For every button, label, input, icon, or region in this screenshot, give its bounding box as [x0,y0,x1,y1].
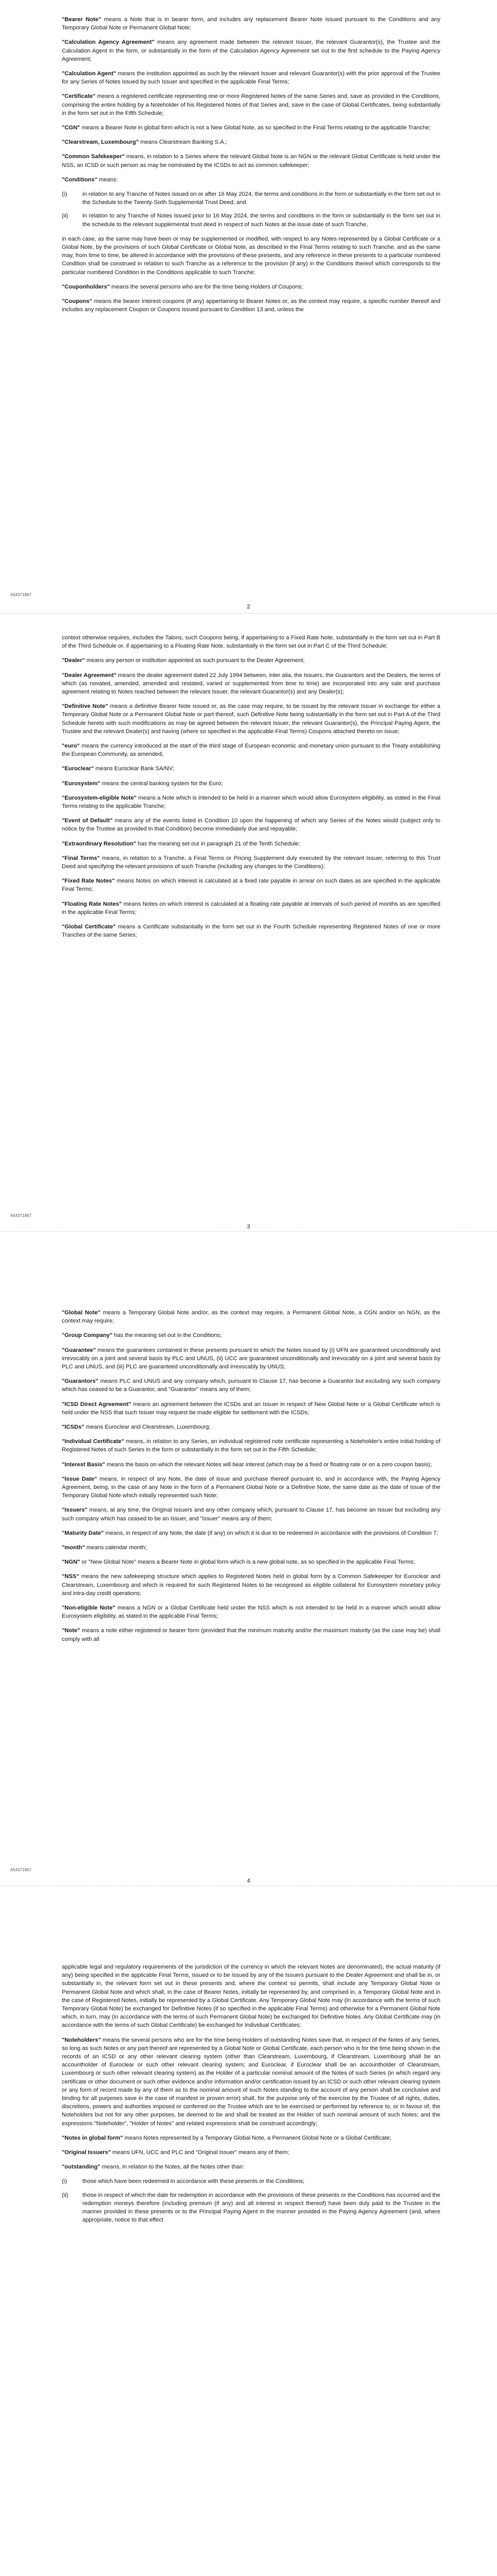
definition: "Guarantors" means PLC and UNUS and any company which, pursuant to Clause 17, has become a Guarantor but excluding any such company which has ceased to be a Guarantor, and "Guarantor" means any of them; [62,1378,440,1393]
document-id: A54371867 [10,1213,31,1218]
definition: "Dealer" means any person or institution appointed as such pursuant to the Dealer Agreement; [62,657,305,664]
definition: "Coupons" means the bearer interest coupons (if any) appertaining to Bearer Notes or, as the context may require, a specific number thereof and includes any replacement Coupon or Coupons issued pursuant to Condition 13 and, unless the [62,298,440,313]
definition: "Definitive Note" means a definitive Bearer Note issued or, as the case may require, to be issued by the relevant Issuer in exchange for either a Temporary Global Note or a Permanent Global Note or part thereof, such Definitive Note being substantially in the form set out in Part A of the Third Schedule hereto with such modifications as may be agreed between the relevant Issuer, the relevant Guarantor(s), the Principal Paying Agent, the Trustee and the relevant Dealer(s) and having (where so specified in the applicable Final Terms) Coupons attached thereto on issue; [62,703,440,735]
definition: "Calculation Agent" means the institution appointed as such by the relevant Issuer and relevant Guarantor(s) with the prior approval of the Trustee for any Series of Notes issued by such Issuer and specified in the applicable Final Terms; [62,71,441,86]
numbered-list [62,190,440,229]
definition: "Eurosystem-eligible Note" means a Note which is intended to be held in a manner which would allow Eurosystem eligibility, as stated in the Final Terms relating to the applicable Tranche; [62,794,440,810]
definition: "Dealer Agreement" means the dealer agreement dated 22 July 1994 between, inter alia, the Issuers, the Guarantors and the Dealers, the terms of which (as novated, amended, amended and restated, varied or supplemented from time to time) are incorporated into any sale and purchase agreement relating to Notes reached between the relevant Issuer, the relevant Guarantor(s) and any Dealer(s); [62,672,440,696]
definition: "NSS" means the new safekeeping structure which applies to Registered Notes held in global form by a Common Safekeeper for Euroclear and Clearstream, Luxembourg and which is required for such Registered Notes to be recognised as eligible collateral for Eurosystem monetary policy and intra-day credit operations; [62,1573,440,1597]
document-id: A54371867 [10,1868,31,1872]
definition: "Original Issuers" means UFN, UCC and PLC and "Original Issuer" means any of them; [62,2149,289,2156]
definition: "Guarantee" means the guarantees contained in these presents pursuant to which the Notes issued by (i) UFN are guaranteed unconditionally and irrevocably on a joint and several basis by PLC and UNUS, (ii) UCC are guaranteed unconditionally and irrevocably on a joint and several basis by PLC and UNUS, and (iii) PLC are guaranteed unconditionally and irrevocably by UNUS; [62,1347,440,1370]
document-page [0,1231,497,1886]
document-page [0,613,497,1231]
page-number: 2 [247,604,250,610]
page-number: 3 [247,1224,250,1230]
definition: "Group Company" has the meaning set out in the Conditions; [62,1332,222,1339]
definition: "euro" means the currency introduced at the start of the third stage of European economic and monetary union pursuant to the Treaty establishing the European Community, as amended; [62,743,440,758]
definition: "Note" means a note either registered or bearer form (provided that the minimum maturity and/or the maximum maturity (as the case may be) shall comply with all [62,1628,440,1642]
definition: "Bearer Note" means a Note that is in bearer form, and includes any replacement Bearer Note issued pursuant to the Conditions and any Temporary Global Note or Permanent Global Note; [62,16,440,31]
definition: "Clearstream, Luxembourg" means Clearstream Banking S.A.; [62,139,227,146]
definition: "Eurosystem" means the central banking system for the Euro; [62,780,223,787]
page-number: 4 [247,1878,250,1884]
definition: "outstanding" means, in relation to the Notes, all the Notes other than: [62,2164,245,2171]
list-item: (i) in relation to any Tranche of Notes issued on or after 16 May 2024, the terms and conditions in the form or substantially in the form set out in the Schedule to the Twenty-Sixth Supplemental Trust Deed; and [62,191,440,206]
document-page [0,1886,497,2576]
definition: "Calculation Agency Agreement" means any agreement made between the relevant Issuer, the relevant Guarantor(s), the Trustee and the Calculation Agent in the form, or substantially in the form of the Calculation Agency Agreement set out in the first schedule to the Paying Agency Agreement; [62,39,440,62]
numbered-list [62,2177,440,2224]
list-item: (i) those which have been redeemed in accordance with these presents or the Conditions; [62,2178,304,2185]
definition: "Floating Rate Notes" means Notes on which interest is calculated at a floating rate payable at intervals of such period of months as are specified in the applicable Final Terms; [62,901,441,916]
definition: "Global Certificate" means a Certificate substantially in the form set out in the Fourth Schedule representing Registered Notes of one or more Tranches of the same Series; [62,924,440,939]
definition: "Non-eligible Note" means a NGN or a Global Certificate held under the NSS which is not intended to be held in a manner which would allow Eurosystem eligibility, as stated in the applicable Final Terms; [62,1605,440,1620]
document-page [0,0,497,613]
definition: "Issue Date" means, in respect of any Note, the date of issue and purchase thereof pursuant to, and in accordance with, the Paying Agency Agreement, being, in the case of any Note in the form of a Permanent Global Note or a Definitive Note, the same date as the date of issue of the Temporary Global Note which initially represented such Note; [62,1476,440,1499]
definition: "Common Safekeeper" means, in relation to a Series where the relevant Global Note is an NGN or the relevant Global Certificate is held under the NSS, an ICSD or such person as may be nominated by the ICSDs to act as common safekeeper; [62,154,440,168]
definition: "Global Note" means a Temporary Global Note and/or, as the context may require, a Permanent Global Note, a CGN and/or an NGN, as the context may require; [62,1310,440,1325]
definition: "Notes in global form" means Notes represented by a Temporary Global Note, a Permanent Global Note or a Global Certificate; [62,2134,391,2141]
list-item: (ii) those in respect of which the date for redemption in accordance with the provisions of these presents or the Conditions has occurred and the redemption moneys therefore (including premium (if any) and all interest in respect thereof) have been duly paid to the Trustee in the manner provided in these presents or to the Principal Paying Agent in the manner provided in the Paying Agency Agreement (and, where appropriate, notice to that effect [62,2192,440,2224]
definition: "NGN" or "New Global Note" means a Bearer Note in global form which is a new global note, as so specified in the applicable Final Terms; [62,1559,415,1566]
definition: "Extraordinary Resolution" has the meaning set out in paragraph 21 of the Tenth Schedule; [62,840,300,847]
definition: "Conditions" means: [62,176,118,183]
definition: "Noteholders" means the several persons who are for the time being Holders of outstanding Notes save that, in respect of the Notes of any Series, so long as such Notes or any part thereof are represented by a Global Note or Global Certificate, each person who is for the time being shown in the records of an ICSD or any other relevant clearing system (other than Clearstream, Luxembourg, if Clearstream, Luxembourg shall be an accountholder of Euroclear or such other relevant clearing system; and Euroclear, if Euroclear shall be an accountholder of Clearstream, Luxembourg or such other relevant clearing system) as the Holder of a particular nominal amount of the Notes of such Series (in which regard any certificate or other document or such other evidence and/or information and/or certification issued by an ICSD or such other relevant clearing system or any form of record made by any of them as to the nominal amount of such Notes standing to the account of any person shall be conclusive and binding for all purposes save in the case of manifest or proven error) shall, for the purpose only of the exercise by the Trustee of all rights, duties, discretions, powers and authorities imposed or conferred on the Trustee which are to be exercised or performed by reference to, or in favour of, the Noteholders but not for any other purposes, be deemed to be and shall be treated as the Holder of such nominal amount of such Notes; and the expressions "Noteholder", "Holder of Notes" and related expressions shall be construed accordingly; [62,2037,440,2127]
document-id: A54371867 [10,592,31,597]
definition: "Fixed Rate Notes" means Notes on which interest is calculated at a fixed rate payable in arrear on such dates as are specified in the applicable Final Terms; [62,878,440,893]
definition: "Euroclear" means Euroclear Bank SA/NV; [62,766,174,772]
definition: applicable legal and regulatory requirements of the jurisdiction of the currency in which the relevant Notes are denominated), the actual maturity (if any) being specified in the applicable Final Terms, issued or to be issued by any of the Issuers pursuant to the Dealer Agreement and shall be in, or substantially in, the relevant form set out in these presents and, where the context so permits, shall include any Temporary Global Note or Permanent Global Note and which shall, in the case of Bearer Notes, initially be represented by, and comprised in, a Temporary Global Note and in the case of Registered Notes, initially be represented by a Global Certificate. Any Temporary Global Note may (in accordance with the terms of such Temporary Global Note) be exchanged for Definitive Notes (if so specified in the applicable Final Terms) and otherwise for a Permanent Global Note which, in turn, may (in accordance with the terms of such Permanent Global Note) be exchanged for Definitive Notes. Any Global Certificate may (in accordance with the terms of such Global Certificate) be exchanged for Individual Certificates; [62,1964,440,2029]
definition: "month" means calendar month; [62,1545,147,1551]
definition: "Couponholders" means the several persons who are for the time being Holders of Coupons; [62,283,303,290]
definition: "ICSD Direct Agreement" means an agreement between the ICSDs and an Issuer in respect of New Global Note or a Global Certificate which is held under the NSS that such Issuer may request be made eligible for settlement with the ICSDs; [62,1401,440,1416]
definition: "ICSDs" means Euroclear and Clearstream, Luxembourg; [62,1424,211,1431]
definition: "Issuers" means, at any time, the Original Issuers and any other company which, pursuant to Clause 17, has become an Issuer but excluding any such company which has ceased to be an Issuer, and "Issuer" means any of them; [62,1507,440,1522]
definition: "Certificate" means a registered certificate representing one or more Registered Notes of the same Series and, save as provided in the Conditions, comprising the entire holding by a Noteholder of his Registered Notes of that Series and, save in the case of Global Certificates, being substantially in the form set out in the Fifth Schedule; [62,93,440,116]
definition: in each case, as the same may have been or may be supplemented or modified, with respect to any Notes represented by a Global Certificate or a Global Note, by the provisions of such Global Certificate or Global Note, as described in the Final Terms relating to such Tranche, and as the same may, from time to time, be altered in accordance with the provisions of these presents, and any reference in these presents to a particular numbered Condition shall be construed in relation to such Tranche as a reference to the provision (if any) in the Conditions thereof which corresponds to the particular numbered Condition in the Conditions applicable to such Tranche; [62,235,440,276]
page-divider [0,613,497,614]
definition: "CGN" means a Bearer Note in global form which is not a New Global Note, as so specified in the Final Terms relating to the applicable Tranche; [62,125,431,131]
definition: "Event of Default" means any of the events listed in Condition 10 upon the happening of which any Series of the Notes would (subject only to notice by the Trustee as provided in that Condition) become immediately due and repayable; [62,818,440,833]
list-item: (ii) in relation to any Tranche of Notes issued prior to 16 May 2024, the terms and conditions in the form or substantially in the form set out in the schedule to the relevant supplemental trust deed in respect of such Notes at the issue date of such Tranche, [62,213,440,228]
page-divider [0,1231,497,1232]
definition: "Individual Certificate" means, in relation to any Series, an individual registered note certificate representing a Noteholder's entire initial holding of Registered Notes of such Series in the form or substantially in the form set out in the Fifth Schedule; [62,1438,440,1453]
definition: "Maturity Date" means, in respect of any Note, the date (if any) on which it is due to be redeemed in accordance with the provisions of Condition 7; [62,1530,438,1536]
definition: "Interest Basis" means the basis on which the relevant Notes will bear interest (which may be a fixed or floating rate or on a zero coupon basis); [62,1461,432,1468]
definition: context otherwise requires, includes the Talons, such Coupons being, if appertaining to a Fixed Rate Note, substantially in the form set out in Part B of the Third Schedule or, if appertaining to a Floating Rate Note, substantially in the form set out in Part C of the Third Schedule; [62,635,440,650]
definition: "Final Terms" means, in relation to a Tranche, a Final Terms or Pricing Supplement duly executed by the relevant Issuer, referring to this Trust Deed and specifying the relevant provisions of such Tranche (including any changes to the Conditions); [62,855,440,870]
